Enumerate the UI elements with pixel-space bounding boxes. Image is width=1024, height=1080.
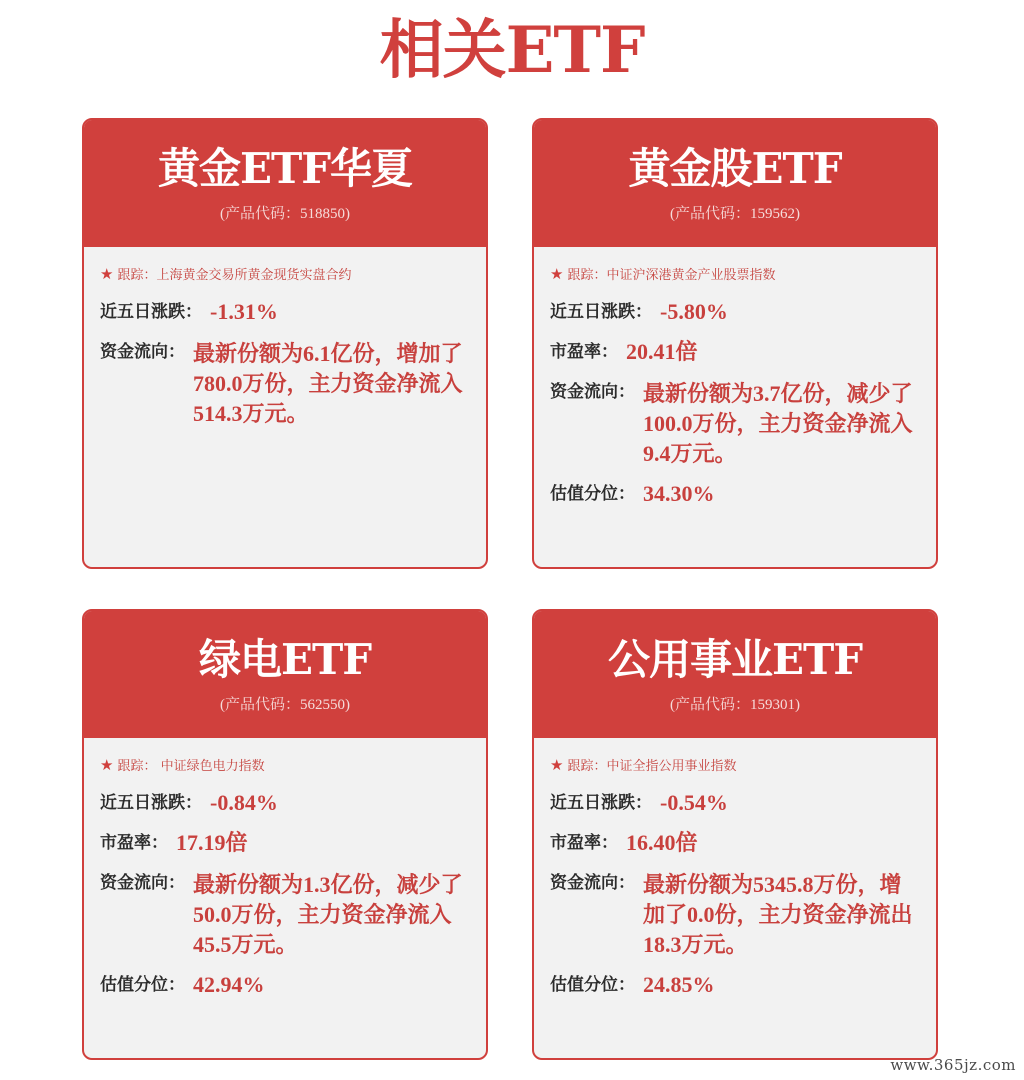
card-title: 绿电ETF xyxy=(198,635,372,684)
product-code: (产品代码：159301) xyxy=(670,697,800,713)
change5d-value: -0.84% xyxy=(210,790,278,815)
change5d-label: 近五日涨跌： xyxy=(100,302,202,322)
flow-row xyxy=(100,337,470,429)
watermark: www.365jz.com xyxy=(890,1056,1016,1074)
track-row xyxy=(550,265,920,285)
star-icon: ★ xyxy=(100,756,114,774)
star-icon: ★ xyxy=(100,265,114,283)
product-code: (产品代码：518850) xyxy=(220,206,350,222)
change5d-value: -0.54% xyxy=(660,790,728,815)
pe-label: 市盈率： xyxy=(550,342,618,362)
change5d-label: 近五日涨跌： xyxy=(550,302,652,322)
track-row xyxy=(100,265,470,285)
change5d-row xyxy=(550,297,920,327)
pe-value: 16.40倍 xyxy=(626,830,698,855)
change5d-row xyxy=(100,788,470,818)
etf-card-utilities xyxy=(532,609,938,1060)
change5d-value: -1.31% xyxy=(210,299,278,324)
card-body xyxy=(84,247,486,459)
track-index: 中证绿色电力指数 xyxy=(156,759,265,774)
card-header xyxy=(84,611,486,738)
etf-card-green-power xyxy=(82,609,488,1060)
track-label: 跟踪： xyxy=(117,759,157,774)
valuation-label: 估值分位： xyxy=(550,484,635,504)
card-title: 黄金ETF华夏 xyxy=(157,144,413,193)
star-icon: ★ xyxy=(550,265,564,283)
product-code: (产品代码：562550) xyxy=(220,697,350,713)
valuation-value: 34.30% xyxy=(643,481,715,506)
card-body xyxy=(84,738,486,1030)
flow-value: 最新份额为6.1亿份，增加了780.0万份，主力资金净流入514.3万元。 xyxy=(193,341,463,426)
etf-card-gold-stock xyxy=(532,118,938,569)
flow-label: 资金流向： xyxy=(550,382,635,402)
pe-value: 20.41倍 xyxy=(626,339,698,364)
track-label: 跟踪： xyxy=(567,268,607,283)
change5d-row xyxy=(100,297,470,327)
valuation-value: 42.94% xyxy=(193,972,265,997)
card-body xyxy=(534,738,936,1030)
flow-row xyxy=(550,377,920,469)
change5d-value: -5.80% xyxy=(660,299,728,324)
card-header xyxy=(84,120,486,247)
track-row xyxy=(550,756,920,776)
change5d-row xyxy=(550,788,920,818)
track-index: 中证全指公用事业指数 xyxy=(606,759,737,774)
valuation-label: 估值分位： xyxy=(550,975,635,995)
star-icon: ★ xyxy=(550,756,564,774)
card-title: 黄金股ETF xyxy=(628,144,842,193)
product-code: (产品代码：159562) xyxy=(670,206,800,222)
card-header xyxy=(534,120,936,247)
flow-label: 资金流向： xyxy=(100,342,185,362)
pe-row xyxy=(550,337,920,367)
valuation-value: 24.85% xyxy=(643,972,715,997)
valuation-row xyxy=(550,479,920,509)
track-index: 中证沪深港黄金产业股票指数 xyxy=(606,268,776,283)
valuation-row xyxy=(100,970,470,1000)
pe-label: 市盈率： xyxy=(550,833,618,853)
pe-label: 市盈率： xyxy=(100,833,168,853)
pe-row xyxy=(100,828,470,858)
flow-row xyxy=(550,868,920,960)
card-header xyxy=(534,611,936,738)
valuation-row xyxy=(550,970,920,1000)
change5d-label: 近五日涨跌： xyxy=(100,793,202,813)
track-label: 跟踪： xyxy=(567,759,607,774)
flow-value: 最新份额为1.3亿份，减少了50.0万份，主力资金净流入45.5万元。 xyxy=(193,872,463,957)
change5d-label: 近五日涨跌： xyxy=(550,793,652,813)
track-row xyxy=(100,756,470,776)
card-title: 公用事业ETF xyxy=(607,635,863,684)
flow-row xyxy=(100,868,470,960)
pe-value: 17.19倍 xyxy=(176,830,248,855)
flow-label: 资金流向： xyxy=(100,873,185,893)
etf-card-gold-huaxia xyxy=(82,118,488,569)
flow-label: 资金流向： xyxy=(550,873,635,893)
flow-value: 最新份额为5345.8万份，增加了0.0份，主力资金净流出18.3万元。 xyxy=(643,872,913,957)
valuation-label: 估值分位： xyxy=(100,975,185,995)
pe-row xyxy=(550,828,920,858)
flow-value: 最新份额为3.7亿份，减少了100.0万份，主力资金净流入9.4万元。 xyxy=(643,381,913,466)
track-label: 跟踪： xyxy=(117,268,157,283)
card-body xyxy=(534,247,936,539)
track-index: 上海黄金交易所黄金现货实盘合约 xyxy=(156,268,352,283)
page-title: 相关ETF xyxy=(379,13,645,88)
